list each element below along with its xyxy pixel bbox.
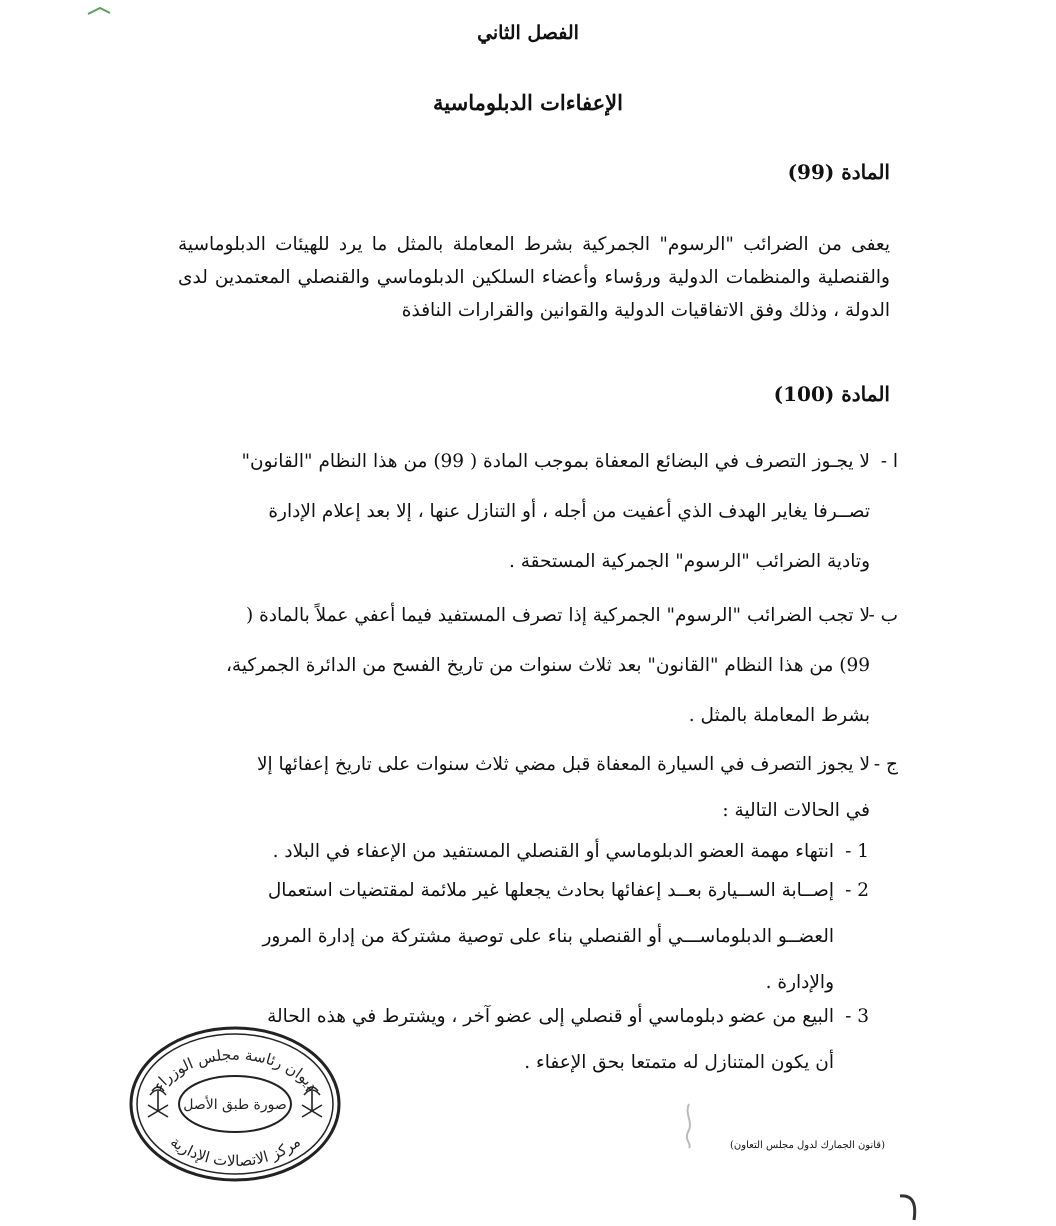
section-title: الإعفاءات الدبلوماسية <box>433 90 623 115</box>
item-line: لا يجوز التصرف في السيارة المعفاة قبل مضي ثلاث سنوات على تاريخ إعفائها إلا <box>256 754 870 775</box>
article-100-item-a <box>170 437 898 587</box>
item-line: وتادية الضرائب "الرسوم" الجمركية المستحقة . <box>508 551 870 572</box>
subitem-number: 1 - <box>845 841 869 862</box>
article-100-item-c <box>170 742 898 834</box>
item-line: بشرط المعاملة بالمثل . <box>688 705 870 726</box>
subitem-2 <box>194 868 869 1006</box>
emblem-right <box>302 1087 322 1117</box>
article-99-heading: المادة (99) <box>787 160 890 184</box>
item-line: تصــرفا يغاير الهدف الذي أعفيت من أجله ، أو التنازل عنها ، إلا بعد إعلام الإدارة <box>268 501 870 522</box>
footer-note: (قانون الجمارك لدول مجلس التعاون) <box>730 1140 885 1151</box>
corner-mark <box>86 0 112 8</box>
subitem-number: 3 - <box>845 1006 869 1027</box>
subitem-line: إصــابة الســيارة بعــد إعفائها بحادث يجعلها غير ملائمة لمقتضيات استعمال <box>267 880 834 901</box>
subitem-number: 2 - <box>845 880 869 901</box>
article-99-paragraph: يعفى من الضرائب "الرسوم" الجمركية بشرط المعاملة بالمثل ما يرد للهيئات الدبلوماسية والقنصلية والمنظمات الدولية ورؤساء وأعضاء السلكين الدبلوماسي والقنصلي المعتمدين لدى الدولة ، وذلك وفق الاتفاقيات الدولية والقوانين والقرارات النافذة <box>178 234 890 321</box>
subitem-line: العضــو الدبلوماســـي أو القنصلي بناء على توصية مشتركة من إدارة المرور <box>262 926 834 947</box>
item-line: لا يجـوز التصرف في البضائع المعفاة بموجب المادة ( 99) من هذا النظام "القانون" <box>241 451 870 472</box>
article-100-item-b <box>170 591 898 741</box>
subitem-line: انتهاء مهمة العضو الدبلوماسي أو القنصلي المستفيد من الإعفاء في البلاد . <box>272 841 834 862</box>
item-letter: ا - <box>880 451 898 472</box>
page-corner-mark <box>896 1192 924 1222</box>
article-100-heading: المادة (100) <box>773 382 890 406</box>
subitem-line: والإدارة . <box>765 972 834 993</box>
stamp-bottom-text: مركز الاتصالات الإدارية <box>167 1132 304 1171</box>
official-stamp <box>128 1025 343 1183</box>
item-letter: ب - <box>868 605 898 626</box>
subitem-line: البيع من عضو دبلوماسي أو قنصلي إلى عضو آخر ، ويشترط في هذه الحالة <box>267 1006 834 1027</box>
item-line: في الحالات التالية : <box>722 800 870 821</box>
chapter-heading: الفصل الثاني <box>477 22 579 44</box>
item-line: 99) من هذا النظام "القانون" بعد ثلاث سنوات من تاريخ الفسح من الدائرة الجمركية، <box>225 655 870 676</box>
stamp-outer-text: ديوان رئاسة مجلس الوزراء <box>149 1045 322 1095</box>
item-line: لا تجب الضرائب "الرسوم" الجمركية إذا تصرف المستفيد فيما أعفي عملاً بالمادة ( <box>246 605 870 626</box>
stamp-inner-text: صورة طبق الأصل <box>183 1097 287 1113</box>
svg-text:ديوان رئاسة مجلس الوزراء <box>149 1046 321 1095</box>
subitem-line: أن يكون المتنازل له متمتعا بحق الإعفاء . <box>524 1052 834 1073</box>
faint-mark <box>682 1102 696 1150</box>
item-letter: ج - <box>873 754 898 775</box>
